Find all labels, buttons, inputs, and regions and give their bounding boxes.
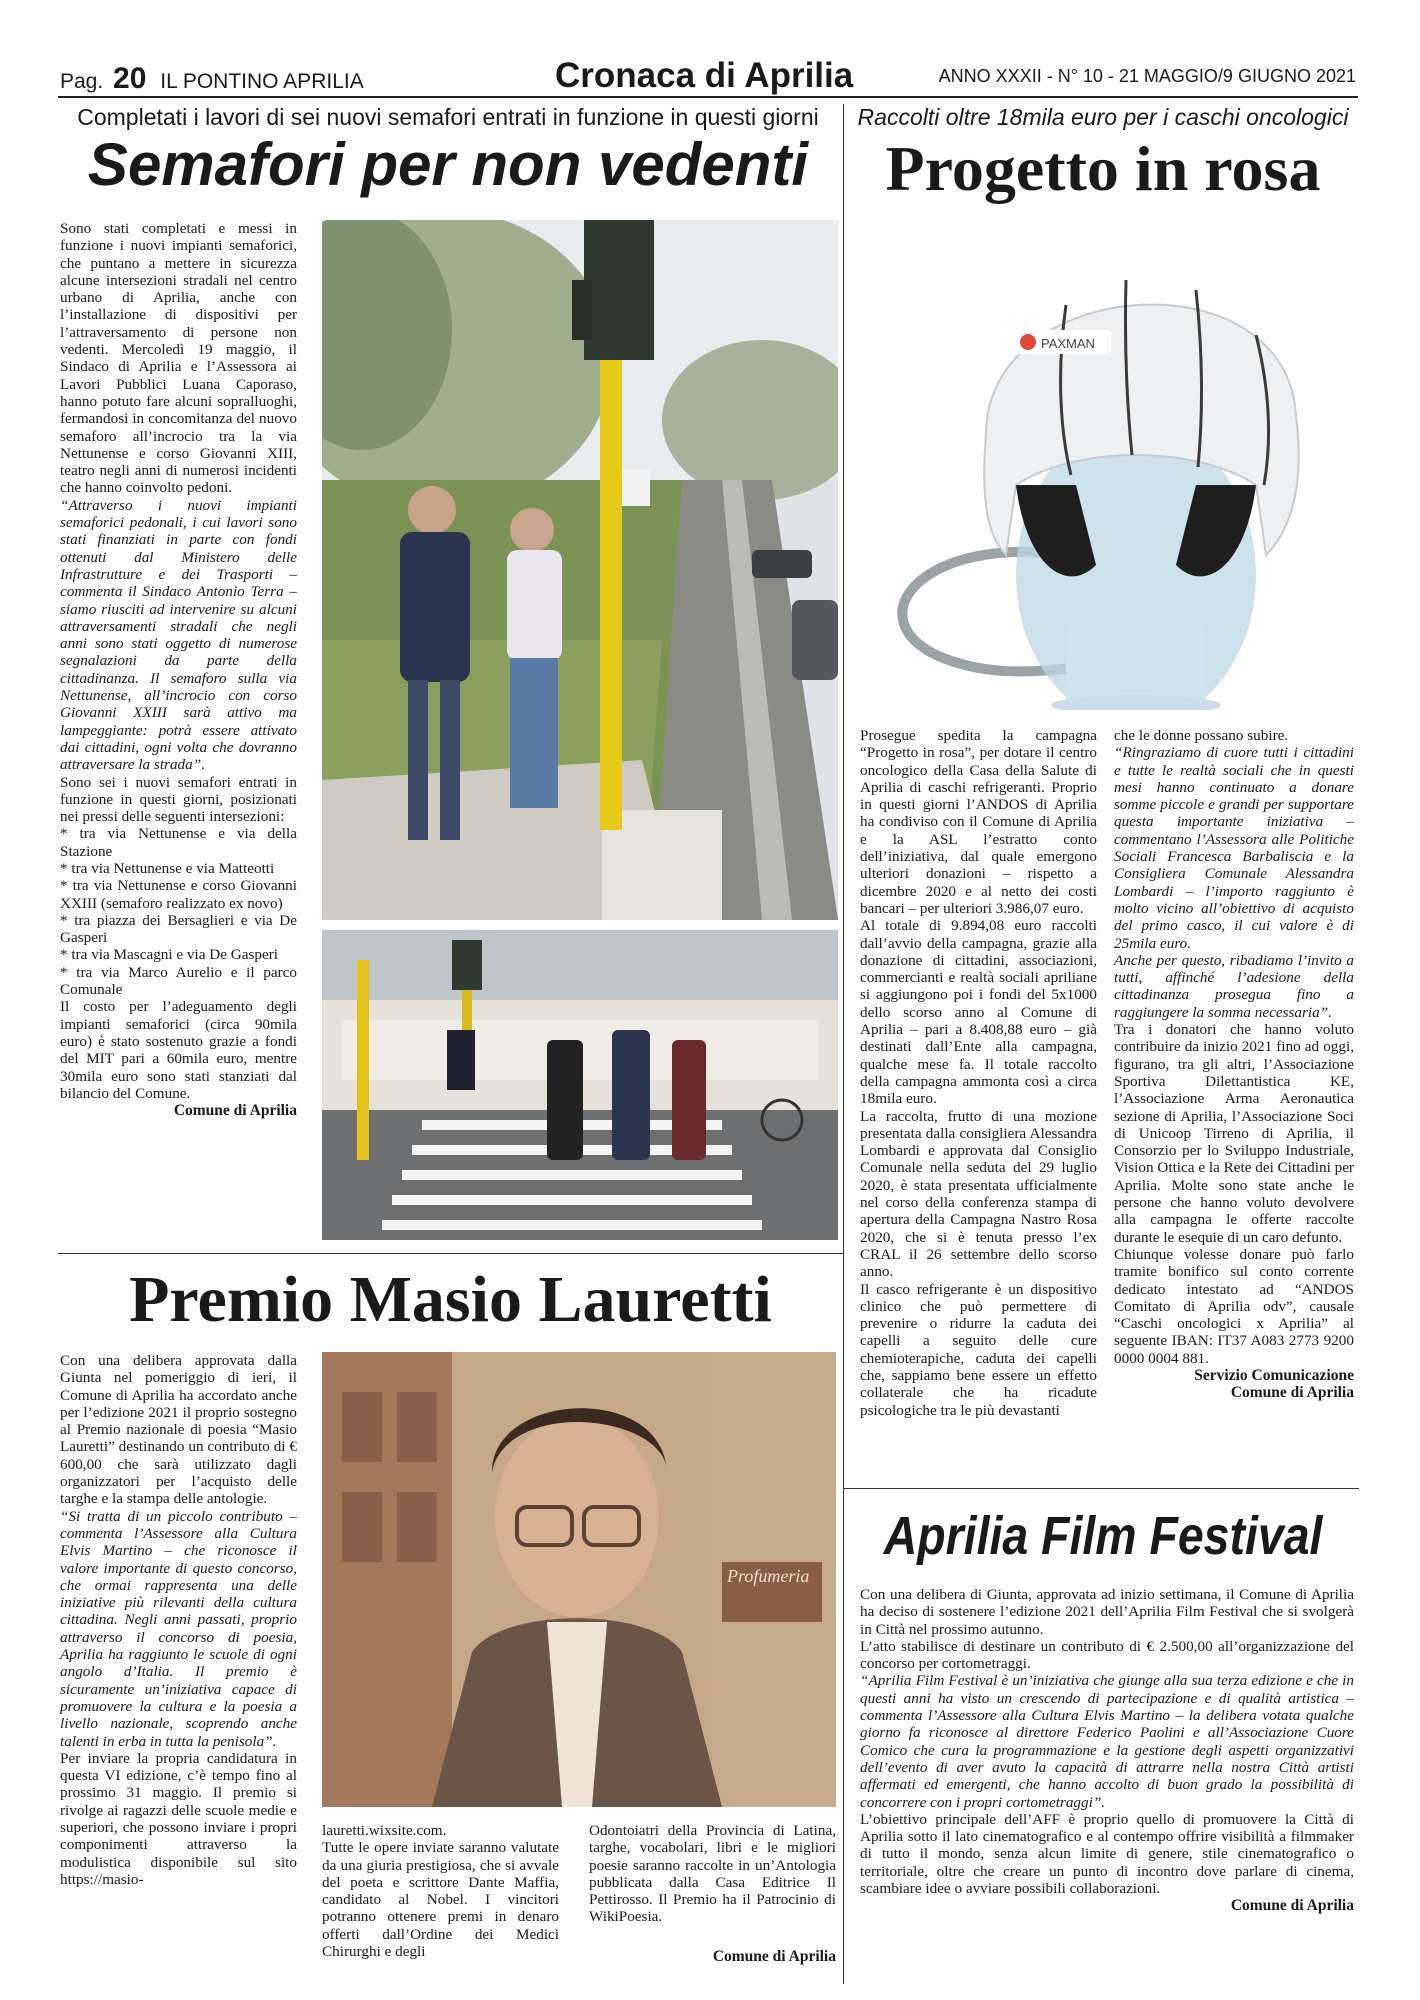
semafori-body (60, 220, 297, 1119)
film-signature: Comune di Aprilia (1230, 1897, 1354, 1915)
list-item: * tra via Nettunense e corso Giovanni XXIII (semaforo realizzato ex novo) (60, 877, 297, 912)
paragraph: Prosegue spedita la campagna “Progetto in rosa”, per dotare il centro oncologico della Casa della Salute di Aprilia di caschi refrigeranti. Proprio in questi giorni l’ANDOS di Aprilia ha condiviso con il Comune di Aprilia e la ASL l’estratto conto dell’iniziativa, dal quale emergono ulteriori donazioni – rispetto a dicembre 2020 e al netto dei costi bancari – per ulteriori 3.986,07 euro. (860, 727, 1097, 917)
page-prefix: Pag. (60, 70, 104, 93)
paragraph: “Attraverso i nuovi impianti semaforici pedonali, i cui lavori sono stati finanziati in parte con fondi ottenuti dal Ministero delle Infrastrutture e dei Trasporti – commenta il Sindaco Antonio Terra – siamo riusciti ad intervenire su alcuni attraversamenti stradali che negli anni sono stati oggetto di numerose segnalazioni da parte della cittadinanza. Il semaforo sulla via Nettunense, all’incrocio con corso Giovanni XXIII sarà attivo ma lampeggiante: potrà essere attivato dai cittadini, ogni volta che dovranno attraversare la strada”. (60, 496, 297, 774)
rosa-headline: Progetto in rosa (885, 133, 1321, 204)
rosa-kicker: Raccolti oltre 18mila euro per i caschi oncologici (857, 104, 1349, 130)
rosa-signature-office: Servizio Comunicazione (1194, 1366, 1354, 1384)
paragraph: Il casco refrigerante è un dispositivo clinico che può permettere di prevenire o ridurre la caduta dei capelli a seguito delle cure chemioterapiche, caduta dei capelli che, sappiamo bene essere un effetto collaterale che ha ricadute psicologiche tra le più devastanti (860, 1280, 1097, 1419)
paragraph: Con una delibera approvata dalla Giunta nel pomeriggio di ieri, il Comune di Aprilia ha accordato anche per l’edizione 2021 il proprio sostegno al Premio nazionale di poesia “Masio Lauretti” destinando un contributo di € 600,00 che sarà utilizzato dagli organizzatori per l’acquisto delle targhe e la stampa delle antologie. (60, 1352, 297, 1508)
paragraph: Tra i donatori che hanno voluto contribuire da inizio 2021 fino ad oggi, figurano, tra gli altri, l’Associazione Sportiva Dilettantistica KE, l’Associazione Arma Aeronautica sezione di Aprilia, l’Associazione Soci di Unicoop Tirreno di Aprilia, il Consorzio per lo Sviluppo Industriale, Vision Ottica e la Rete dei Cittadini per Aprilia. Molte sono state anche le persone che hanno voluto devolvere alla campagna le offerte raccolte durante le esequie di un caro defunto. (1114, 1021, 1354, 1246)
paragraph: Tutte le opere inviate saranno valutate da una giuria prestigiosa, che si avvale del poeta e scrittore Dante Maffia, candidato al Nobel. I vincitori potranno ottenere premi in denaro offerti dall’Ordine dei Medici Chirurghi e degli (322, 1839, 559, 1961)
list-item: * tra via Nettunense e via Matteotti (60, 859, 275, 877)
photo-traffic-light (322, 220, 838, 920)
premio-signature: Comune di Aprilia (712, 1947, 836, 1965)
issue-info: ANNO XXXII - N° 10 - 21 MAGGIO/9 GIUGNO 2021 (938, 66, 1356, 86)
paragraph: L’atto stabilisce di destinare un contributo di € 2.500,00 all’organizzazione del concorso per cortometraggi. (860, 1637, 1354, 1673)
paragraph: Sono sei i nuovi semafori entrati in funzione in questi giorni, posizionati nei pressi delle seguenti intersezioni: (60, 773, 297, 826)
section-divider-right (843, 1488, 1359, 1489)
paragraph: La raccolta, frutto di una mozione presentata dalla consigliera Alessandra Lombardi e approvata dal Consiglio Comunale nella seduta del 29 luglio 2020, è stata presentata ufficialmente nel corso della conferenza stampa di apertura della Campagna Nastro Rosa 2020, che si è tenuta presso l’ex CRAL il 26 settembre dello scorso anno. (860, 1107, 1097, 1281)
paragraph: Odontoiatri della Provincia di Latina, targhe, vocabolari, libri e le migliori poesie saranno raccolte in un’Antologia pubblicata dalla Casa Editrice Il Pettirosso. Il Premio ha il Patrocinio di WikiPoesia. (589, 1822, 836, 1926)
film-body (860, 1586, 1354, 1915)
premio-headline: Premio Masio Lauretti (129, 1263, 772, 1336)
paragraph: “Ringraziamo di cuore tutti i cittadini e tutte le realtà sociali che in questi mesi hanno continuato a donare somme piccole e grandi per supportare questa importante iniziativa – commentano l’Assessora alle Politiche Sociali Francesca Barbaliscia e la Consigliera Comunale Alessandra Lombardi – l’importo raggiunto è molto vicino all’obiettivo di acquisto del primo casco, il cui valore è di 25mila euro. (1114, 744, 1354, 952)
list-item: * tra via Nettunense e via della Stazione (60, 825, 297, 860)
paper-name: IL PONTINO APRILIA (160, 70, 364, 93)
list-item: * tra via Marco Aurelio e il parco Comunale (60, 963, 297, 999)
paragraph: lauretti.wixsite.com. (322, 1822, 447, 1839)
rosa-body-col2 (1114, 727, 1354, 1402)
helmet-logo: PAXMAN (1041, 336, 1095, 351)
premio-body-col1 (60, 1352, 297, 1888)
rosa-body-col1 (860, 727, 1097, 1419)
paragraph: Anche per questo, ribadiamo l’invito a tutti, affinché l’adesione della cittadinanza prosegua fino a raggiungere la somma necessaria”. (1114, 951, 1354, 1021)
semafori-headline: Semafori per non vedenti (87, 131, 809, 198)
premio-body-col2 (322, 1822, 559, 1960)
photo-sign-text: Profumeria (727, 1566, 810, 1586)
rosa-signature: Comune di Aprilia (1230, 1384, 1354, 1402)
list-item: * tra via Mascagni e via De Gasperi (60, 946, 279, 964)
section-divider-left (58, 1253, 843, 1254)
paragraph: Al totale di 9.894,08 euro raccolti dall’avvio della campagna, grazie alla donazione di cittadini, associazioni, commercianti e realtà sociali apriliane si aggiungono poi i fondi del 5x1000 dello scorso anno al Comune di Aprilia – pari a 8.408,88 euro – già destinati dall’Ente alla campagna, qualche mese fa. Il totale raccolto della campagna ammonta così a circa 18mila euro. (860, 917, 1097, 1108)
paragraph: Sono stati completati e messi in funzione i nuovi impianti semaforici, che puntano a mettere in sicurezza alcune intersezioni stradali nel centro urbano di Aprilia, anche con l’installazione di dispositivi per l’attraversamento di persone non vedenti. Mercoledì 19 maggio, il Sindaco di Aprilia e l’Assessora ai Lavori Pubblici Luana Caporaso, hanno potuto fare alcuni sopralluoghi, fermandosi in concomitanza del nuovo semaforo all’incrocio tra la via Nettunense e corso Giovanni XIII, teatro negli anni di numerosi incidenti che hanno coinvolto pedoni. (60, 220, 297, 497)
photo-portrait (322, 1352, 836, 1807)
paragraph: Chiunque volesse donare può farlo tramite bonifico sul conto corrente dedicato intestato ad “ANDOS Comitato di Aprilia odv”, causale “Caschi oncologici x Aprilia” al seguente IBAN: IT37 A083 2773 9200 0000 0004 881. (1114, 1245, 1354, 1367)
semafori-kicker: Completati i lavori di sei nuovi semafori entrati in funzione in questi giorni (77, 104, 819, 130)
paragraph: “Aprilia Film Festival è un’iniziativa che giunge alla sua terza edizione e che in questi anni ha visto un crescendo di partecipazione e di qualità artistica – commenta l’Assessore alla Cultura Elvis Martino – la delibera votata qualche giorno fa riconosce al direttore Federico Paolini e all’Associazione Cuore Comico che cura la programmazione e la gestione degli aspetti organizzativi dell’evento di aver avuto la capacità di attrarre nella nostra Città artisti affermati ed emergenti, che hanno accolto di buon grado la possibilità di concorrere con i propri cortometraggi”. (860, 1672, 1354, 1811)
photo-cooling-helmet (866, 235, 1346, 710)
paragraph: che le donne possano subire. (1114, 727, 1289, 744)
paragraph: Il costo per l’adeguamento degli impianti semaforici (circa 90mila euro) è stato sostenuto grazie a fondi del MIT pari a 60mila euro, mentre 30mila euro sono stati stanziati dal bilancio del Comune. (60, 998, 297, 1102)
paragraph: Per inviare la propria candidatura in questa VI edizione, c’è tempo fino al prossimo 31 maggio. Il premio si rivolge ai ragazzi delle scuole medie e superiori, che possono inviare i propri componimenti attraverso la modulistica disponibile sul sito https://masio- (60, 1749, 297, 1888)
list-item: * tra piazza dei Bersaglieri e via De Gasperi (60, 911, 297, 947)
page-number: 20 (113, 62, 147, 95)
semafori-signature: Comune di Aprilia (173, 1102, 297, 1120)
section-title: Cronaca di Aprilia (555, 56, 854, 95)
photo-crosswalk (322, 930, 838, 1240)
column-divider (843, 104, 844, 1984)
header-rule (58, 96, 1358, 98)
film-headline: Aprilia Film Festival (883, 1506, 1323, 1566)
paragraph: “Si tratta di un piccolo contributo – commenta l’Assessore alla Cultura Elvis Martino – che riconosce il valore importante di questo concorso, che ormai rappresenta una delle iniziative più rilevanti della cultura cittadina. Negli anni passati, proprio attraverso il concorso di poesia, Aprilia ha raggiunto le scuole di ogni angolo d’Italia. Il premio è sicuramente un’iniziativa capace di promuovere la cultura e la poesia a livello nazionale, scoprendo anche talenti in erba in tutta la penisola”. (60, 1507, 297, 1750)
paragraph: Con una delibera di Giunta, approvata ad inizio settimana, il Comune di Aprilia ha deciso di sostenere l’edizione 2021 dell’Aprilia Film Festival che si svolgerà in Città nel prossimo autunno. (860, 1586, 1354, 1638)
page-number-label (60, 62, 364, 96)
paragraph: L’obiettivo principale dell’AFF è proprio quello di promuovere la Città di Aprilia sotto il lato cinematografico e al contempo offrire visibilità a filmmaker di tutto il mondo, senza alcun limite di genere, stile cinematografico o territoriale, oltre che creare un punto di incontro dove parlare di cinema, scambiare idee o avviare possibili collaborazioni. (860, 1810, 1354, 1898)
premio-body-col3 (589, 1822, 836, 1965)
